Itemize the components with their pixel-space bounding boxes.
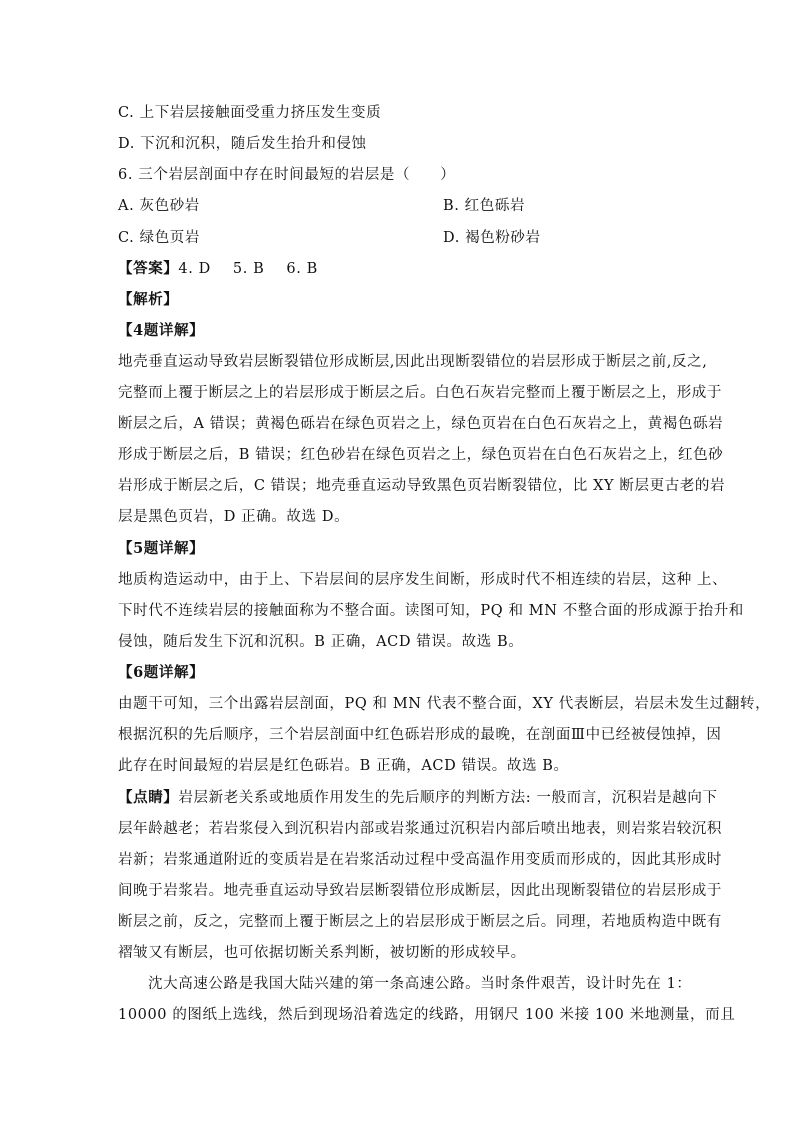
q6-stem: 6. 三个岩层剖面中存在时间最短的岩层是（ ） <box>118 167 456 183</box>
detail-5-line: 地质构造运动中，由于上、下岩层间的层序发生间断，形成时代不相连续的岩层，这种 上、 <box>118 572 728 588</box>
detail-4-line: 断层之后，A 错误；黄褐色砾岩在绿色页岩之上，绿色页岩在白色石灰岩之上，黄褐色砾岩 <box>118 416 724 432</box>
answer-5: 5. B <box>232 261 265 277</box>
tip-text: 岩层新老关系或地质作用发生的先后顺序的判断方法: 一般而言，沉积岩是越向下 <box>178 790 718 806</box>
detail-4-line: 完整而上覆于断层之上的岩层形成于断层之后。白色石灰岩完整而上覆于断层之上，形成于 <box>118 385 722 401</box>
detail-6-line: 由题干可知，三个出露岩层剖面，PQ 和 MN 代表不整合面，XY 代表断层，岩层未发生过翻转， <box>118 696 771 712</box>
detail-5-line: 下时代不连续岩层的接触面称为不整合面。读图可知，PQ 和 MN 不整合面的形成源于抬升和 <box>118 603 744 619</box>
detail-6-title: 【6题详解】 <box>118 664 205 681</box>
next-question-intro: 沈大高速公路是我国大陆兴建的第一条高速公路。当时条件艰苦，设计时先在 1： <box>148 976 692 992</box>
detail-4-line: 岩形成于断层之后，C 错误；地壳垂直运动导致黑色页岩断裂错位，比 XY 断层更古老的岩 <box>118 478 726 494</box>
detail-6-line: 此存在时间最短的岩层是红色砾岩。B 正确，ACD 错误。故选 B。 <box>118 758 569 774</box>
answer-label: 【答案】 <box>118 260 179 277</box>
detail-6-line: 根据沉积的先后顺序，三个岩层剖面中红色砾岩形成的最晚，在剖面Ⅲ中已经被侵蚀掉，因 <box>118 727 722 743</box>
q6-option-b: B. 红色砾岩 <box>443 198 526 214</box>
detail-5-title: 【5题详解】 <box>118 540 205 557</box>
tip-line: 断层之前，反之，完整而上覆于断层之上的岩层形成于断层之后。同理，若地质构造中既有 <box>118 914 722 930</box>
q5-option-d: D. 下沉和沉积，随后发生抬升和侵蚀 <box>118 136 367 152</box>
answer-6: 6. B <box>286 261 318 277</box>
q6-option-a: A. 灰色砂岩 <box>118 198 200 214</box>
next-question-intro-cont: 10000 的图纸上选线，然后到现场沿着选定的线路，用钢尺 100 米接 100 米地测量，而且 <box>118 1007 736 1023</box>
detail-4-line: 层是黑色页岩，D 正确。故选 D。 <box>118 509 350 525</box>
tip-line: 岩新；岩浆通道附近的变质岩是在岩浆活动过程中受高温作用变质而形成的，因此其形成时 <box>118 852 722 868</box>
q6-option-d: D. 褐色粉砂岩 <box>443 230 541 246</box>
tip-line: 褶皱又有断层，也可依据切断关系判断，被切断的形成较早。 <box>118 945 526 961</box>
tip-first-line <box>118 788 718 808</box>
answer-4: 4. D <box>178 261 211 277</box>
detail-4-title: 【4题详解】 <box>118 322 205 339</box>
tip-line: 层年龄越老；若岩浆侵入到沉积岩内部或岩浆通过沉积岩内部后喷出地表，则岩浆岩较沉积 <box>118 821 722 837</box>
q6-option-c: C. 绿色页岩 <box>118 230 200 246</box>
detail-4-line: 形成于断层之后，B 错误；红色砂岩在绿色页岩之上，绿色页岩在白色石灰岩之上，红色砂 <box>118 447 724 463</box>
analysis-label: 【解析】 <box>118 291 179 308</box>
detail-5-line: 侵蚀，随后发生下沉和沉积。B 正确，ACD 错误。故选 B。 <box>118 634 524 650</box>
q5-option-c: C. 上下岩层接触面受重力挤压发生变质 <box>118 105 382 121</box>
tip-line: 间晚于岩浆岩。地壳垂直运动导致岩层断裂错位形成断层，因此出现断裂错位的岩层形成于 <box>118 883 722 899</box>
tip-label: 【点睛】 <box>118 789 179 806</box>
detail-4-line: 地壳垂直运动导致岩层断裂错位形成断层,因此出现断裂错位的岩层形成于断层之前,反之, <box>118 354 708 370</box>
answer-line <box>118 259 678 279</box>
